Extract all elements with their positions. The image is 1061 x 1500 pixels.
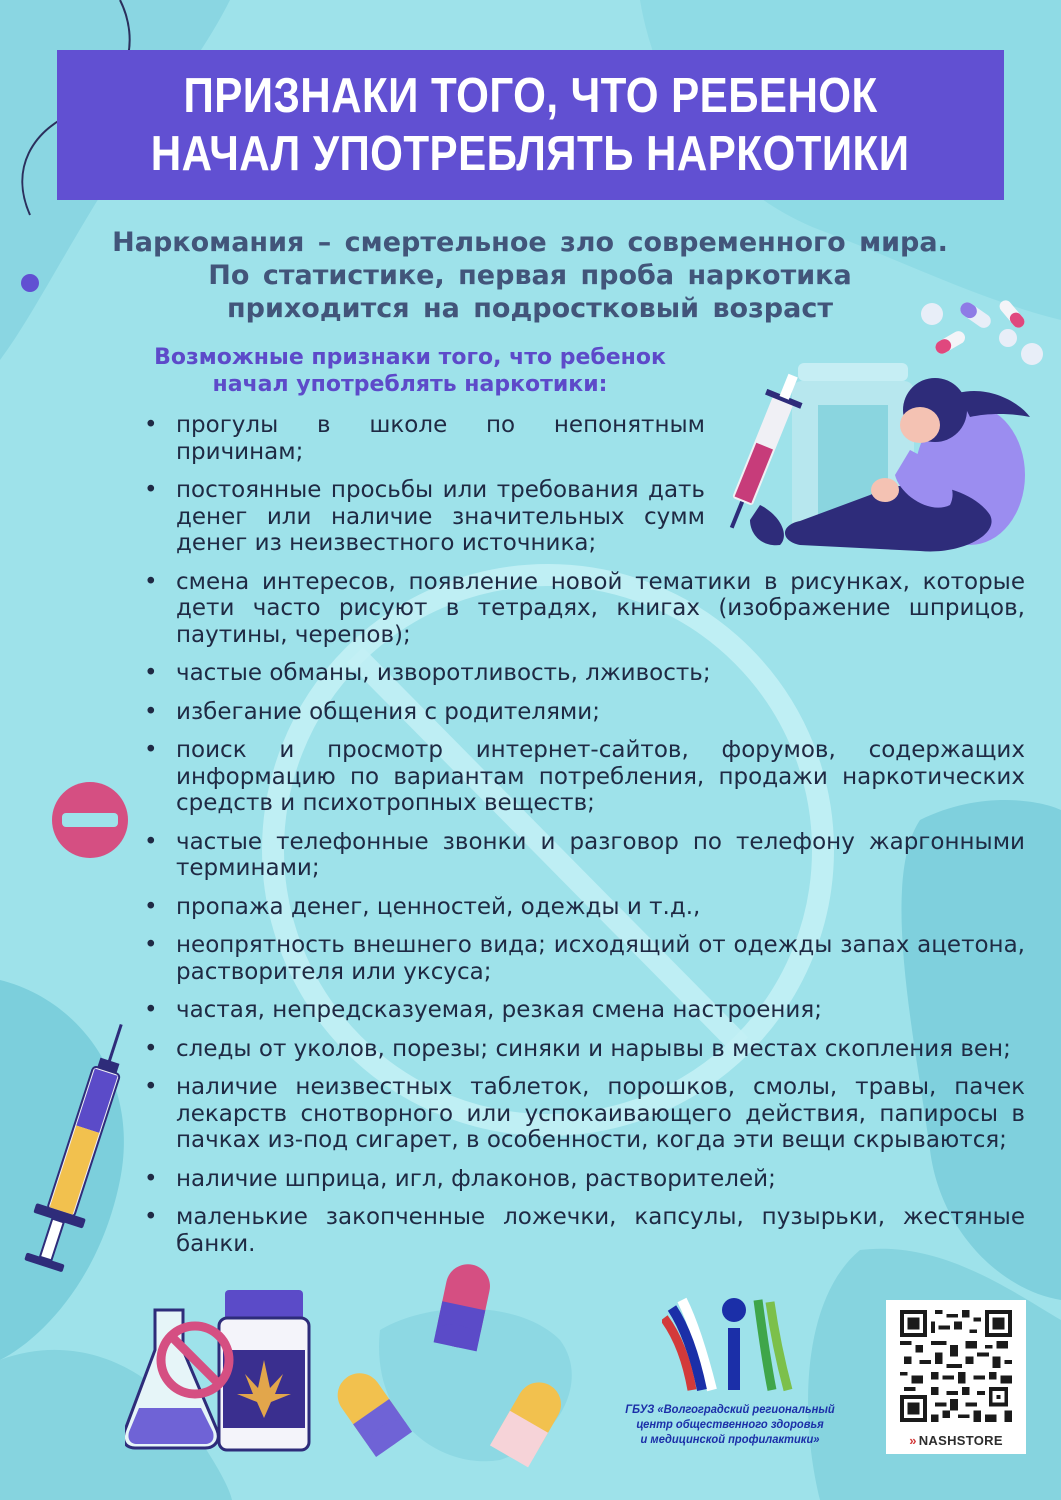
signs-heading-line-1: Возможные признаки того, что ребенок: [154, 345, 666, 370]
qr-caption: » NASHSTORE: [909, 1433, 1003, 1448]
list-item: • наличие шприца, игл, флаконов, растворителей;: [140, 1166, 1025, 1193]
list-item: • поиск и просмотр интернет-сайтов, форумов, содержащих информацию по вариантам потребления, продажи наркотических средств и психотропных веществ;: [140, 737, 1025, 817]
intro-line-1: Наркомания – смертельное зло современного мира.: [112, 227, 948, 258]
list-item: • наличие неизвестных таблеток, порошков, смолы, травы, пачек лекарств снотворного или успокаивающего действия, папиросы в пачках из-под сигарет, в особенности, когда эти вещи скрываются;: [140, 1074, 1025, 1154]
pill-capsule-icon: [330, 1260, 570, 1475]
signs-heading: [120, 344, 700, 398]
list-item: • маленькие закопченные ложечки, капсулы, пузырьки, жестяные банки.: [140, 1204, 1025, 1257]
list-item: • избегание общения с родителями;: [140, 699, 1025, 726]
title-banner: [57, 50, 1004, 200]
qr-code-icon[interactable]: [900, 1310, 1012, 1422]
list-item: • следы от уколов, порезы; синяки и нарывы в местах скопления вен;: [140, 1036, 1025, 1063]
signs-heading-line-2: начал употреблять наркотики:: [212, 372, 608, 397]
list-item: • смена интересов, появление новой тематики в рисунках, которые дети часто рисуют в тетрадях, книгах (изображение шприцов, паутины, черепов);: [140, 569, 1025, 649]
organization-logo: [662, 1290, 802, 1398]
organization-name: [606, 1402, 854, 1447]
qr-code-card[interactable]: [886, 1300, 1026, 1454]
syringe-icon: [20, 1018, 140, 1288]
list-item: • частые телефонные звонки и разговор по телефону жаргонными терминами;: [140, 829, 1025, 882]
list-item: • неопрятность внешнего вида; исходящий от одежды запах ацетона, растворителя или уксуса;: [140, 932, 1025, 985]
intro-line-2: По статистике, первая проба наркотика: [208, 260, 852, 291]
list-item: • частая, непредсказуемая, резкая смена настроения;: [140, 997, 1025, 1024]
organization-line-1: ГБУЗ «Волгоградский региональный: [625, 1402, 835, 1416]
list-item: • прогулы в школе по непонятным причинам;: [140, 412, 705, 465]
no-entry-icon: [48, 778, 132, 862]
list-item: • пропажа денег, ценностей, одежды и т.д.,: [140, 894, 1025, 921]
medicine-bottle-icon: [125, 1290, 325, 1455]
organization-line-3: и медицинской профилактики»: [640, 1432, 820, 1446]
intro-line-3: приходится на подростковый возраст: [226, 293, 833, 324]
intro-text: [40, 226, 1020, 325]
list-item: • частые обманы, изворотливость, лживость;: [140, 660, 1025, 687]
title-line-2: НАЧАЛ УПОТРЕБЛЯТЬ НАРКОТИКИ: [151, 127, 910, 181]
brand-chevrons-icon: »: [909, 1433, 917, 1448]
organization-line-2: центр общественного здоровья: [636, 1417, 824, 1431]
signs-list: [140, 412, 1025, 1269]
list-item: • постоянные просьбы или требования дать денег или наличие значительных сумм денег из неизвестного источника;: [140, 477, 705, 557]
title-line-1: ПРИЗНАКИ ТОГО, ЧТО РЕБЕНОК: [183, 69, 878, 123]
